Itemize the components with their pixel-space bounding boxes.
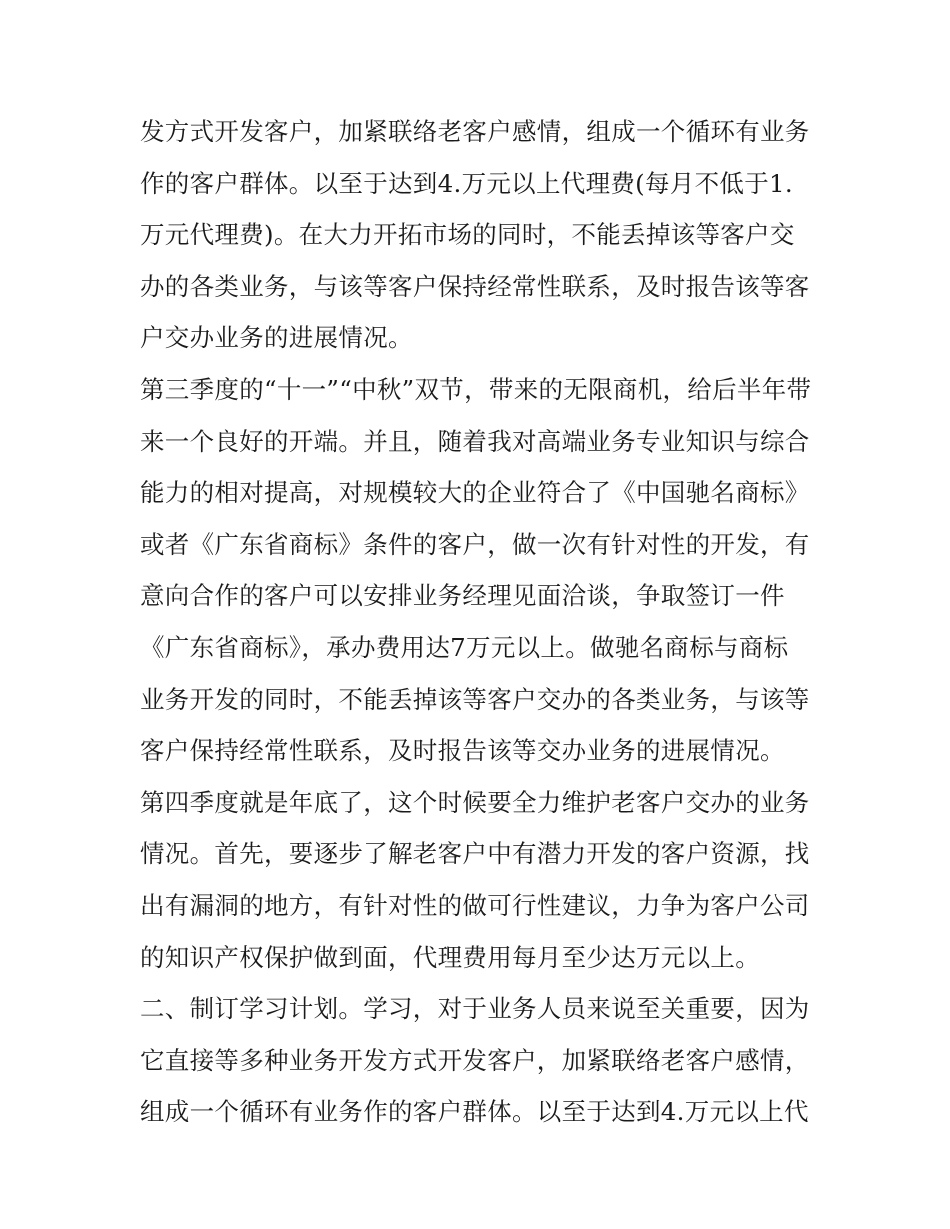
text-line: 或者《广东省商标》条件的客户，做一次有针对性的开发，有 — [140, 529, 810, 559]
text-line: 它直接等多种业务开发方式开发客户，加紧联络老客户感情， — [140, 1045, 810, 1075]
text-line: 万元代理费)。在大力开拓市场的同时，不能丢掉该等客户交 — [140, 220, 795, 250]
text-line: 能力的相对提高，对规模较大的企业符合了《中国驰名商标》 — [140, 478, 810, 508]
text-line: 二、制订学习计划。学习，对于业务人员来说至关重要，因为 — [140, 994, 810, 1024]
text-line: 业务开发的同时，不能丢掉该等客户交办的各类业务，与该等 — [140, 684, 810, 714]
document-body — [140, 106, 820, 1138]
text-line: 来一个良好的开端。并且，随着我对高端业务专业知识与综合 — [140, 426, 810, 456]
text-line: 出有漏洞的地方，有针对性的做可行性建议，力争为客户公司 — [140, 890, 810, 920]
text-line: 户交办业务的进展情况。 — [140, 323, 413, 353]
text-line: 第三季度的“十一”“中秋”双节，带来的无限商机，给后半年带 — [140, 374, 812, 404]
text-line: 客户保持经常性联系，及时报告该等交办业务的进展情况。 — [140, 736, 785, 766]
text-line: 第四季度就是年底了，这个时候要全力维护老客户交办的业务 — [140, 787, 810, 817]
text-line: 意向合作的客户可以安排业务经理见面洽谈，争取签订一件 — [140, 581, 785, 611]
text-line: 办的各类业务，与该等客户保持经常性联系，及时报告该等客 — [140, 271, 810, 301]
text-line: 《广东省商标》，承办费用达7万元以上。做驰名商标与商标 — [140, 632, 789, 662]
text-line: 的知识产权保护做到面，代理费用每月至少达万元以上。 — [140, 942, 760, 972]
text-line: 情况。首先，要逐步了解老客户中有潜力开发的客户资源，找 — [140, 839, 810, 869]
text-line: 发方式开发客户，加紧联络老客户感情，组成一个循环有业务 — [140, 117, 810, 146]
text-line: 组成一个循环有业务作的客户群体。以至于达到4.万元以上代 — [140, 1097, 809, 1127]
text-line: 作的客户群体。以至于达到4.万元以上代理费(每月不低于1. — [140, 168, 794, 198]
